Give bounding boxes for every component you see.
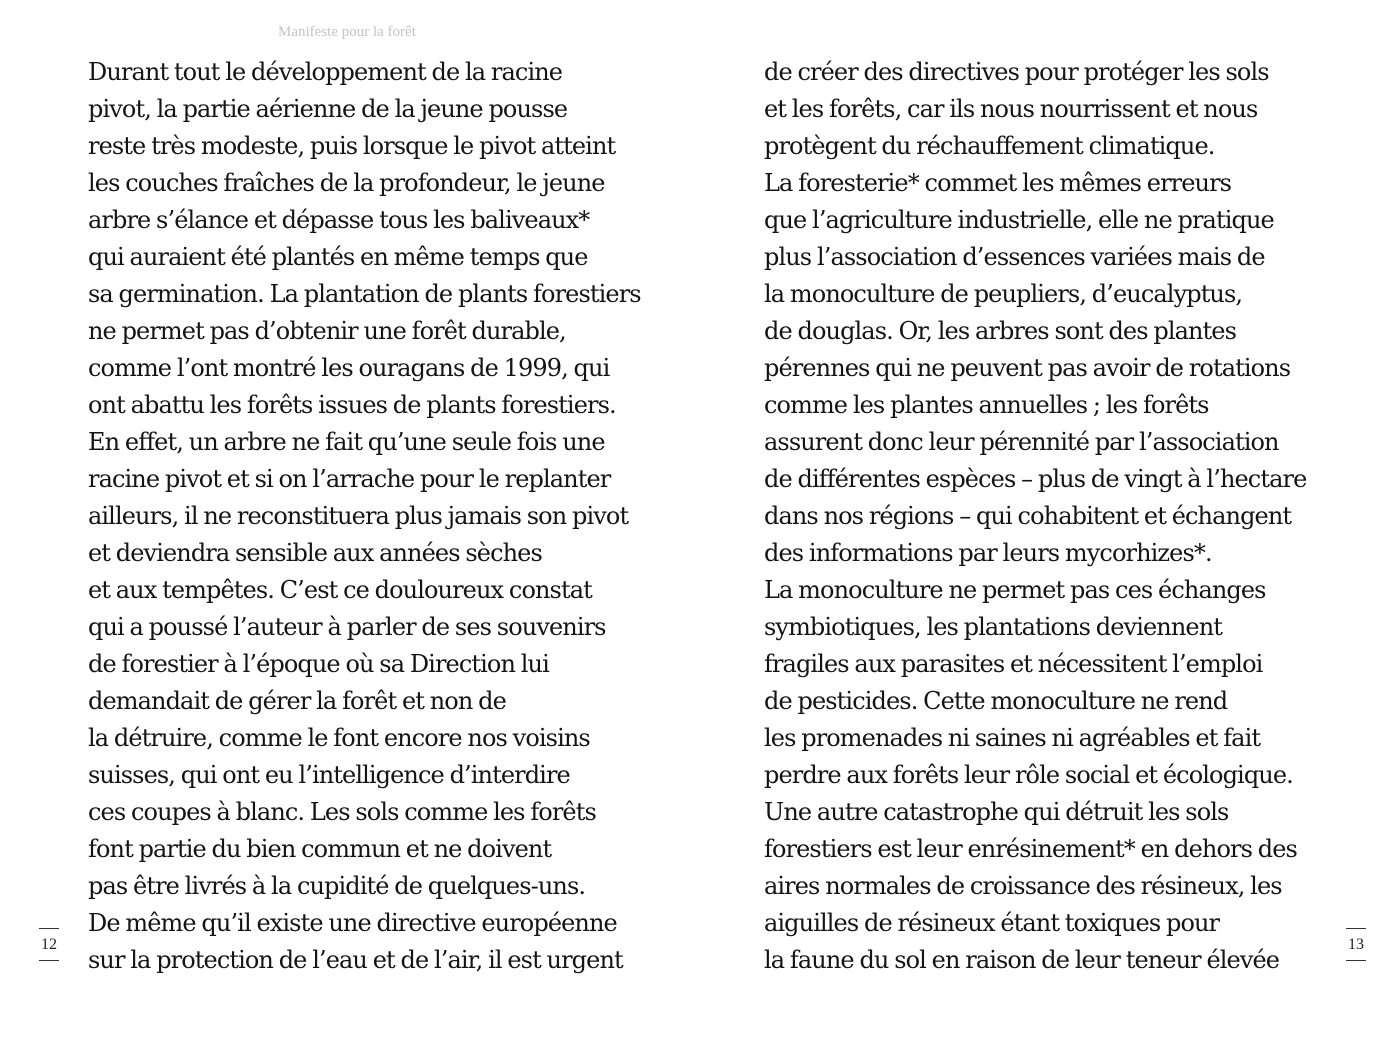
- text-line: font partie du bien commun et ne doivent: [88, 835, 552, 863]
- text-line: et deviendra sensible aux années sèches: [88, 539, 542, 567]
- text-line: qui a poussé l’auteur à parler de ses souvenirs: [88, 613, 606, 641]
- text-line: De même qu’il existe une directive européenne: [88, 909, 617, 937]
- text-line: assurent donc leur pérennité par l’association: [764, 428, 1279, 456]
- text-line: sur la protection de l’eau et de l’air, il est urgent: [88, 946, 623, 974]
- text-line: pas être livrés à la cupidité de quelques-uns.: [88, 872, 586, 900]
- text-line: forestiers est leur enrésinement* en dehors des: [764, 835, 1297, 863]
- text-line: ailleurs, il ne reconstituera plus jamais son pivot: [88, 502, 629, 530]
- text-line: la faune du sol en raison de leur teneur élevée: [764, 946, 1280, 974]
- folio-rule-bottom: [1346, 960, 1366, 961]
- text-line: protègent du réchauffement climatique.: [764, 132, 1215, 160]
- right-page-number: 13: [1348, 936, 1364, 953]
- text-line: les promenades ni saines ni agréables et fait: [764, 724, 1261, 752]
- text-line: suisses, qui ont eu l’intelligence d’interdire: [88, 761, 570, 789]
- text-line: pivot, la partie aérienne de la jeune pousse: [88, 95, 568, 123]
- text-line: que l’agriculture industrielle, elle ne pratique: [764, 206, 1274, 234]
- text-line: dans nos régions – qui cohabitent et échangent: [764, 502, 1292, 530]
- text-line: racine pivot et si on l’arrache pour le replanter: [88, 465, 611, 493]
- text-line: de pesticides. Cette monoculture ne rend: [764, 687, 1228, 715]
- text-line: ont abattu les forêts issues de plants forestiers.: [88, 391, 616, 419]
- text-line: les couches fraîches de la profondeur, le jeune: [88, 169, 605, 197]
- text-line: comme l’ont montré les ouragans de 1999, qui: [88, 354, 610, 382]
- text-line: perdre aux forêts leur rôle social et écologique.: [764, 761, 1293, 789]
- text-line: aiguilles de résineux étant toxiques pour: [764, 909, 1220, 937]
- text-line: pérennes qui ne peuvent pas avoir de rotations: [764, 354, 1291, 382]
- text-line: des informations par leurs mycorhizes*.: [764, 539, 1212, 567]
- folio-rule-top: [39, 928, 59, 929]
- text-line: de douglas. Or, les arbres sont des plantes: [764, 317, 1237, 345]
- text-line: sa germination. La plantation de plants forestiers: [88, 280, 641, 308]
- text-line: demandait de gérer la forêt et non de: [88, 687, 506, 715]
- text-line: En effet, un arbre ne fait qu’une seule fois une: [88, 428, 605, 456]
- text-line: fragiles aux parasites et nécessitent l’emploi: [764, 650, 1263, 678]
- text-line: ne permet pas d’obtenir une forêt durable,: [88, 317, 566, 345]
- right-page-text: [764, 54, 1306, 979]
- text-line: de créer des directives pour protéger les sols: [764, 58, 1269, 86]
- left-page-folio: [38, 928, 60, 961]
- left-page-number: 12: [41, 936, 57, 953]
- text-line: plus l’association d’essences variées mais de: [764, 243, 1265, 271]
- text-line: symbiotiques, les plantations deviennent: [764, 613, 1223, 641]
- text-line: et les forêts, car ils nous nourrissent et nous: [764, 95, 1258, 123]
- text-line: La foresterie* commet les mêmes erreurs: [764, 169, 1232, 197]
- text-line: La monoculture ne permet pas ces échanges: [764, 576, 1266, 604]
- text-line: et aux tempêtes. C’est ce douloureux constat: [88, 576, 592, 604]
- text-line: la monoculture de peupliers, d’eucalyptus,: [764, 280, 1243, 308]
- text-line: Une autre catastrophe qui détruit les sols: [764, 798, 1229, 826]
- text-line: la détruire, comme le font encore nos voisins: [88, 724, 590, 752]
- right-page-folio: [1345, 928, 1367, 961]
- text-line: aires normales de croissance des résineux, les: [764, 872, 1282, 900]
- text-line: qui auraient été plantés en même temps que: [88, 243, 588, 271]
- text-line: de différentes espèces – plus de vingt à l’hectare: [764, 465, 1307, 493]
- text-line: de forestier à l’époque où sa Direction lui: [88, 650, 549, 678]
- text-line: reste très modeste, puis lorsque le pivot atteint: [88, 132, 616, 160]
- text-line: ces coupes à blanc. Les sols comme les forêts: [88, 798, 596, 826]
- running-header: Manifeste pour la forêt: [278, 24, 416, 40]
- folio-rule-top: [1346, 928, 1366, 929]
- text-line: arbre s’élance et dépasse tous les baliveaux*: [88, 206, 590, 234]
- folio-rule-bottom: [39, 960, 59, 961]
- text-line: Durant tout le développement de la racine: [88, 58, 563, 86]
- text-line: comme les plantes annuelles ; les forêts: [764, 391, 1209, 419]
- left-page-text: [88, 54, 641, 979]
